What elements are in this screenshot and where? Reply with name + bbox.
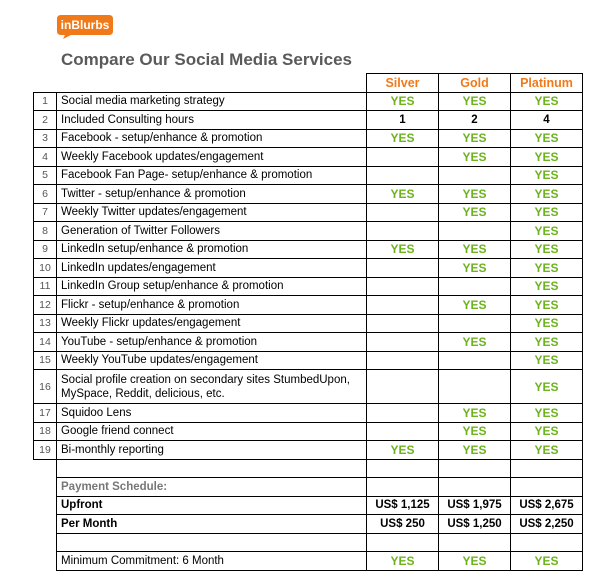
- blank-cell: [367, 459, 439, 478]
- tier-cell: YES: [439, 296, 511, 315]
- feature-row: [34, 148, 583, 167]
- blank-cell: [34, 478, 57, 497]
- tier-cell: YES: [511, 314, 583, 333]
- feature-row: [34, 111, 583, 130]
- tier-cell: YES: [511, 404, 583, 423]
- tier-cell: YES: [439, 259, 511, 278]
- commitment-row: [34, 552, 583, 571]
- tier-cell: [439, 351, 511, 370]
- row-number: 5: [34, 166, 57, 185]
- tier-cell: [439, 166, 511, 185]
- tier-cell: YES: [439, 148, 511, 167]
- feature-row: [34, 185, 583, 204]
- tier-header-silver: Silver: [367, 74, 439, 93]
- blank-cell: [367, 533, 439, 552]
- feature-name: Weekly Flickr updates/engagement: [57, 314, 367, 333]
- tier-cell: [367, 296, 439, 315]
- spacer-row: [34, 459, 583, 478]
- commitment-label: Minimum Commitment: 6 Month: [57, 552, 367, 571]
- tier-cell: 1: [367, 111, 439, 130]
- tier-cell: YES: [511, 203, 583, 222]
- tier-cell: YES: [439, 129, 511, 148]
- feature-row: [34, 314, 583, 333]
- tier-cell: YES: [439, 240, 511, 259]
- logo-text: inBlurbs: [60, 18, 110, 32]
- feature-name: Facebook - setup/enhance & promotion: [57, 129, 367, 148]
- blank-cell: [34, 459, 57, 478]
- blank-cell: [34, 533, 57, 552]
- tier-cell: YES: [511, 351, 583, 370]
- tier-header-platinum: Platinum: [511, 74, 583, 93]
- monthly-price: US$ 250: [367, 515, 439, 534]
- row-number: 10: [34, 259, 57, 278]
- upfront-label: Upfront: [57, 496, 367, 515]
- blank-cell: [367, 478, 439, 497]
- tier-cell: [367, 203, 439, 222]
- blank-cell: [511, 459, 583, 478]
- feature-row: [34, 166, 583, 185]
- tier-cell: [367, 166, 439, 185]
- feature-row: [34, 422, 583, 441]
- tier-cell: [367, 333, 439, 352]
- tier-cell: YES: [367, 441, 439, 460]
- tier-cell: [439, 314, 511, 333]
- row-number: 17: [34, 404, 57, 423]
- tier-cell: YES: [367, 92, 439, 111]
- payment-heading: Payment Schedule:: [57, 478, 367, 497]
- row-number: 8: [34, 222, 57, 241]
- payment-heading-row: [34, 478, 583, 497]
- blank-cell: [439, 478, 511, 497]
- blank-cell: [57, 533, 367, 552]
- upfront-price: US$ 1,975: [439, 496, 511, 515]
- monthly-price: US$ 1,250: [439, 515, 511, 534]
- tier-cell: 4: [511, 111, 583, 130]
- tier-cell: [367, 148, 439, 167]
- row-number: 15: [34, 351, 57, 370]
- upfront-price: US$ 2,675: [511, 496, 583, 515]
- row-number: 11: [34, 277, 57, 296]
- feature-name: LinkedIn Group setup/enhance & promotion: [57, 277, 367, 296]
- blank-cell: [34, 552, 57, 571]
- feature-name: Squidoo Lens: [57, 404, 367, 423]
- feature-row: [34, 333, 583, 352]
- tier-cell: [439, 222, 511, 241]
- tier-cell: [367, 404, 439, 423]
- feature-name: Bi-monthly reporting: [57, 441, 367, 460]
- tier-cell: YES: [439, 203, 511, 222]
- row-number: 2: [34, 111, 57, 130]
- feature-row: [34, 370, 583, 404]
- tier-cell: YES: [511, 129, 583, 148]
- tier-cell: YES: [439, 92, 511, 111]
- tier-cell: YES: [511, 441, 583, 460]
- tier-cell: [367, 314, 439, 333]
- tier-cell: YES: [511, 222, 583, 241]
- feature-name: Weekly Twitter updates/engagement: [57, 203, 367, 222]
- tier-cell: YES: [511, 185, 583, 204]
- row-number: 3: [34, 129, 57, 148]
- feature-row: [34, 203, 583, 222]
- upfront-price: US$ 1,125: [367, 496, 439, 515]
- feature-row: [34, 240, 583, 259]
- tier-cell: YES: [439, 404, 511, 423]
- row-number: 9: [34, 240, 57, 259]
- feature-row: [34, 351, 583, 370]
- blank-cell: [511, 478, 583, 497]
- tier-header-gold: Gold: [439, 74, 511, 93]
- row-number: 16: [34, 370, 57, 404]
- feature-name: LinkedIn updates/engagement: [57, 259, 367, 278]
- tier-cell: YES: [439, 185, 511, 204]
- feature-row: [34, 277, 583, 296]
- blank-cell: [439, 533, 511, 552]
- feature-name: Social media marketing strategy: [57, 92, 367, 111]
- row-number: 18: [34, 422, 57, 441]
- feature-row: [34, 222, 583, 241]
- feature-name: Flickr - setup/enhance & promotion: [57, 296, 367, 315]
- tier-cell: [439, 370, 511, 404]
- feature-row: [34, 92, 583, 111]
- row-number: 13: [34, 314, 57, 333]
- tier-cell: YES: [511, 259, 583, 278]
- tier-cell: YES: [367, 240, 439, 259]
- blank-cell: [34, 515, 57, 534]
- tier-cell: YES: [511, 277, 583, 296]
- commitment-cell: YES: [367, 552, 439, 571]
- feature-name: Generation of Twitter Followers: [57, 222, 367, 241]
- tier-cell: YES: [511, 166, 583, 185]
- tier-cell: YES: [511, 422, 583, 441]
- tier-cell: [367, 351, 439, 370]
- tier-cell: [367, 277, 439, 296]
- tier-cell: 2: [439, 111, 511, 130]
- spacer-row: [34, 533, 583, 552]
- tier-cell: [367, 422, 439, 441]
- row-number: 12: [34, 296, 57, 315]
- row-number: 6: [34, 185, 57, 204]
- tier-cell: YES: [367, 129, 439, 148]
- tier-cell: YES: [511, 296, 583, 315]
- feature-row: [34, 441, 583, 460]
- commitment-cell: YES: [511, 552, 583, 571]
- blank-cell: [34, 496, 57, 515]
- row-number: 1: [34, 92, 57, 111]
- tier-cell: [439, 277, 511, 296]
- row-number: 19: [34, 441, 57, 460]
- feature-name: Facebook Fan Page- setup/enhance & promotion: [57, 166, 367, 185]
- tier-cell: [367, 370, 439, 404]
- feature-row: [34, 296, 583, 315]
- tier-cell: YES: [511, 240, 583, 259]
- commitment-cell: YES: [439, 552, 511, 571]
- feature-name: Google friend connect: [57, 422, 367, 441]
- feature-name: Social profile creation on secondary sites StumbedUpon, MySpace, Reddit, delicious, etc.: [57, 370, 367, 404]
- feature-name: Included Consulting hours: [57, 111, 367, 130]
- tier-cell: [367, 222, 439, 241]
- inblurbs-logo: [55, 13, 115, 39]
- feature-name: YouTube - setup/enhance & promotion: [57, 333, 367, 352]
- feature-name: Twitter - setup/enhance & promotion: [57, 185, 367, 204]
- feature-row: [34, 259, 583, 278]
- tier-header-row: [34, 74, 583, 93]
- blank-cell: [57, 74, 367, 93]
- tier-cell: [367, 259, 439, 278]
- tier-cell: YES: [511, 92, 583, 111]
- row-number: 4: [34, 148, 57, 167]
- feature-name: LinkedIn setup/enhance & promotion: [57, 240, 367, 259]
- page-title: Compare Our Social Media Services: [61, 50, 353, 69]
- tier-cell: YES: [367, 185, 439, 204]
- monthly-row: [34, 515, 583, 534]
- tier-cell: YES: [511, 370, 583, 404]
- tier-cell: YES: [511, 333, 583, 352]
- tier-cell: YES: [439, 422, 511, 441]
- comparison-table: [33, 73, 583, 571]
- upfront-row: [34, 496, 583, 515]
- feature-row: [34, 404, 583, 423]
- tier-cell: YES: [439, 441, 511, 460]
- feature-row: [34, 129, 583, 148]
- blank-cell: [439, 459, 511, 478]
- row-number: 7: [34, 203, 57, 222]
- blank-cell: [34, 74, 57, 93]
- feature-name: Weekly Facebook updates/engagement: [57, 148, 367, 167]
- tier-cell: YES: [439, 333, 511, 352]
- monthly-label: Per Month: [57, 515, 367, 534]
- blank-cell: [511, 533, 583, 552]
- feature-name: Weekly YouTube updates/engagement: [57, 351, 367, 370]
- tier-cell: YES: [511, 148, 583, 167]
- blank-cell: [57, 459, 367, 478]
- monthly-price: US$ 2,250: [511, 515, 583, 534]
- row-number: 14: [34, 333, 57, 352]
